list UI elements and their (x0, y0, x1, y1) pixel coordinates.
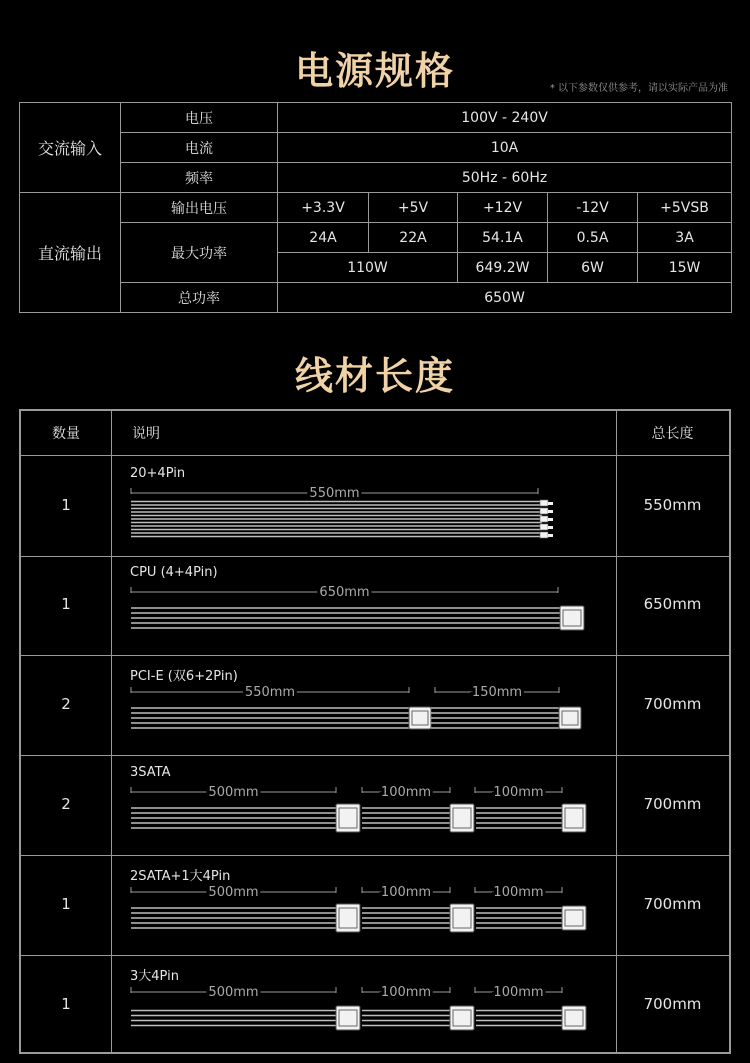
dimension-label: 500mm (208, 885, 259, 900)
dc-current-cell: 3A (638, 223, 732, 253)
ac-group-label: 交流输入 (20, 103, 121, 193)
dc-voltage-cell: +3.3V (278, 193, 369, 223)
header-desc: 说明 (132, 426, 160, 442)
dc-current-cell: 22A (369, 223, 458, 253)
dc-power-label: 最大功率 (121, 223, 278, 283)
dimension-label: 100mm (493, 885, 544, 900)
cable-name: PCI-E (双6+2Pin) (130, 669, 238, 684)
cable-diagram (112, 955, 616, 1054)
cable-row (21, 455, 729, 557)
dc-total-value: 650W (278, 283, 732, 313)
cable-qty: 1 (61, 895, 71, 913)
header-qty: 数量 (52, 426, 80, 442)
dc-current-cell: 54.1A (458, 223, 548, 253)
cable-header-row (21, 411, 729, 456)
atx-pin-block (540, 516, 548, 522)
dc-voltage-cell: -12V (548, 193, 638, 223)
dc-voltage-label: 输出电压 (121, 193, 278, 223)
cable-total-length: 700mm (643, 895, 702, 913)
header-len: 总长度 (651, 426, 694, 442)
cable-diagram (112, 655, 616, 754)
dimension-label: 500mm (208, 985, 259, 1000)
ac-current-value: 10A (278, 133, 732, 163)
cable-qty: 2 (61, 695, 71, 713)
cable-row (21, 755, 729, 856)
dc-voltage-cell: +5VSB (638, 193, 732, 223)
cable-qty: 2 (61, 795, 71, 813)
dc-voltage-cell: +12V (458, 193, 548, 223)
cable-diagram (112, 555, 616, 654)
ac-frequency-label: 频率 (121, 163, 278, 193)
cable-table (19, 409, 731, 1054)
cable-diagram (112, 456, 616, 555)
cable-name: 3大4Pin (130, 969, 179, 984)
dimension-label: 100mm (493, 785, 544, 800)
spec-table (19, 102, 732, 313)
cable-total-length: 700mm (643, 695, 702, 713)
cable-name: 3SATA (130, 765, 171, 780)
atx-pin-block (540, 508, 548, 514)
dc-power-cell: 15W (638, 253, 732, 283)
dimension-label: 100mm (380, 885, 432, 900)
ac-voltage-value: 100V - 240V (278, 103, 732, 133)
cable-row (21, 655, 729, 756)
dimension-label: 150mm (471, 685, 523, 700)
dc-power-cell: 110W (278, 253, 458, 283)
dc-current-cell: 24A (278, 223, 369, 253)
cable-name: CPU (4+4Pin) (130, 565, 218, 580)
dc-current-cell: 0.5A (548, 223, 638, 253)
atx-pin-block (540, 500, 548, 506)
spec-title: 电源规格 (294, 49, 455, 93)
ac-voltage-label: 电压 (121, 103, 278, 133)
cable-name: 2SATA+1大4Pin (130, 869, 231, 884)
cable-diagram (112, 855, 616, 954)
dimension-label: 100mm (380, 785, 432, 800)
dimension-label: 550mm (244, 685, 296, 700)
cable-row (21, 555, 729, 656)
dimension-label: 650mm (319, 585, 370, 600)
dc-voltage-cell: +5V (369, 193, 458, 223)
dimension-label: 500mm (208, 785, 259, 800)
cable-name: 20+4Pin (130, 466, 186, 481)
cable-qty: 1 (61, 995, 71, 1013)
dc-power-cell: 6W (548, 253, 638, 283)
cable-qty: 1 (61, 595, 71, 613)
spec-note: * 以下参数仅供参考，请以实际产品为准 (549, 83, 728, 94)
cable-total-length: 550mm (643, 496, 702, 514)
atx-pin-latch (548, 526, 553, 529)
cable-row (21, 955, 729, 1055)
dc-total-label: 总功率 (121, 283, 278, 313)
atx-pin-block (540, 524, 548, 530)
atx-pin-latch (548, 534, 553, 537)
cable-total-length: 650mm (643, 595, 702, 613)
cable-qty: 1 (61, 496, 71, 514)
cable-row (21, 855, 729, 956)
cable-diagram (112, 755, 616, 854)
atx-pin-latch (548, 518, 553, 521)
dimension-label: 100mm (493, 985, 544, 1000)
ac-current-label: 电流 (121, 133, 278, 163)
ac-frequency-value: 50Hz - 60Hz (278, 163, 732, 193)
dc-group-label: 直流输出 (20, 193, 121, 313)
atx-pin-block (540, 532, 548, 538)
dimension-label: 550mm (309, 486, 360, 501)
cables-title: 线材长度 (294, 354, 455, 398)
dc-power-cell: 649.2W (458, 253, 548, 283)
atx-pin-latch (548, 502, 553, 505)
atx-pin-latch (548, 510, 553, 513)
cable-total-length: 700mm (643, 995, 702, 1013)
dimension-label: 100mm (380, 985, 432, 1000)
cable-total-length: 700mm (643, 795, 702, 813)
